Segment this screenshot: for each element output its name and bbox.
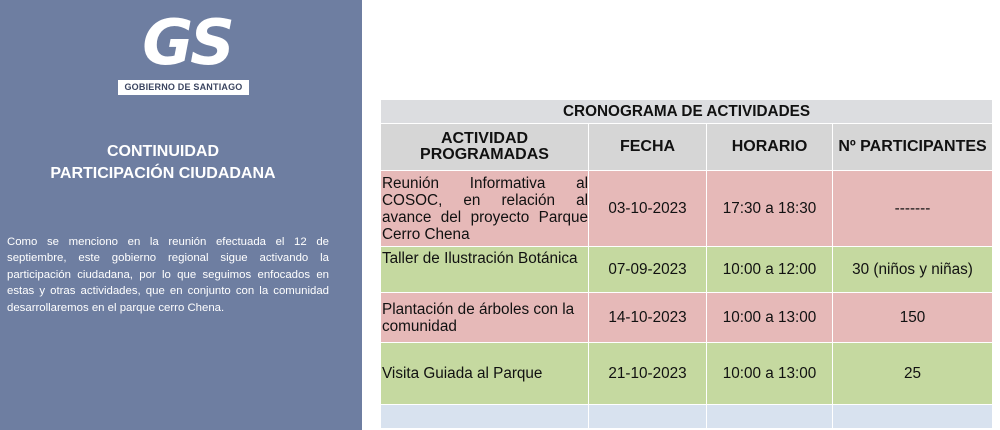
row-date: 21-10-2023 [589, 343, 707, 405]
row-time: 10:00 a 13:00 [707, 293, 833, 343]
table-row [381, 343, 993, 405]
table-caption: CRONOGRAMA DE ACTIVIDADES [381, 100, 993, 124]
row-participants: 150 [833, 293, 993, 343]
row-date: 03-10-2023 [589, 171, 707, 247]
activity-schedule-table [380, 99, 993, 429]
header-participants: Nº PARTICIPANTES [833, 124, 993, 171]
row-date: 07-09-2023 [589, 247, 707, 293]
table-row [381, 293, 993, 343]
empty-cell [381, 405, 589, 429]
row-time: 10:00 a 13:00 [707, 343, 833, 405]
gobierno-santiago-logo [117, 6, 250, 96]
empty-cell [833, 405, 993, 429]
empty-cell [707, 405, 833, 429]
header-activity: ACTIVIDAD PROGRAMADAS [381, 124, 589, 171]
row-participants: ------- [833, 171, 993, 247]
table-row [381, 247, 993, 293]
panel-title-line1: CONTINUIDAD [107, 143, 219, 160]
empty-cell [589, 405, 707, 429]
header-date: FECHA [589, 124, 707, 171]
row-participants: 25 [833, 343, 993, 405]
panel-title-line2: PARTICIPACIÓN CIUDADANA [50, 165, 276, 182]
row-participants: 30 (niños y niñas) [833, 247, 993, 293]
row-activity: Reunión Informativa al COSOC, en relación al avance del proyecto Parque Cerro Chena [381, 171, 589, 247]
row-activity: Taller de Ilustración Botánica [381, 247, 589, 293]
logo-caption: GOBIERNO DE SANTIAGO [118, 80, 249, 95]
row-date: 14-10-2023 [589, 293, 707, 343]
logo-letters: GS [142, 6, 232, 79]
panel-title [0, 141, 326, 185]
panel-body-text: Como se menciono en la reunión efectuada el 12 de septiembre, este gobierno regional sigue activando la participación ciudadana, por lo que seguimos enfocados en estas y otras actividades, que en conjunto con la comunidad desarrollaremos en el parque cerro Chena. [7, 236, 329, 314]
row-time: 17:30 a 18:30 [707, 171, 833, 247]
header-time: HORARIO [707, 124, 833, 171]
row-activity: Visita Guiada al Parque [381, 343, 589, 405]
row-time: 10:00 a 12:00 [707, 247, 833, 293]
left-panel [0, 0, 362, 430]
table-row-empty [381, 405, 993, 429]
row-activity: Plantación de árboles con la comunidad [381, 293, 589, 343]
table-row [381, 171, 993, 247]
